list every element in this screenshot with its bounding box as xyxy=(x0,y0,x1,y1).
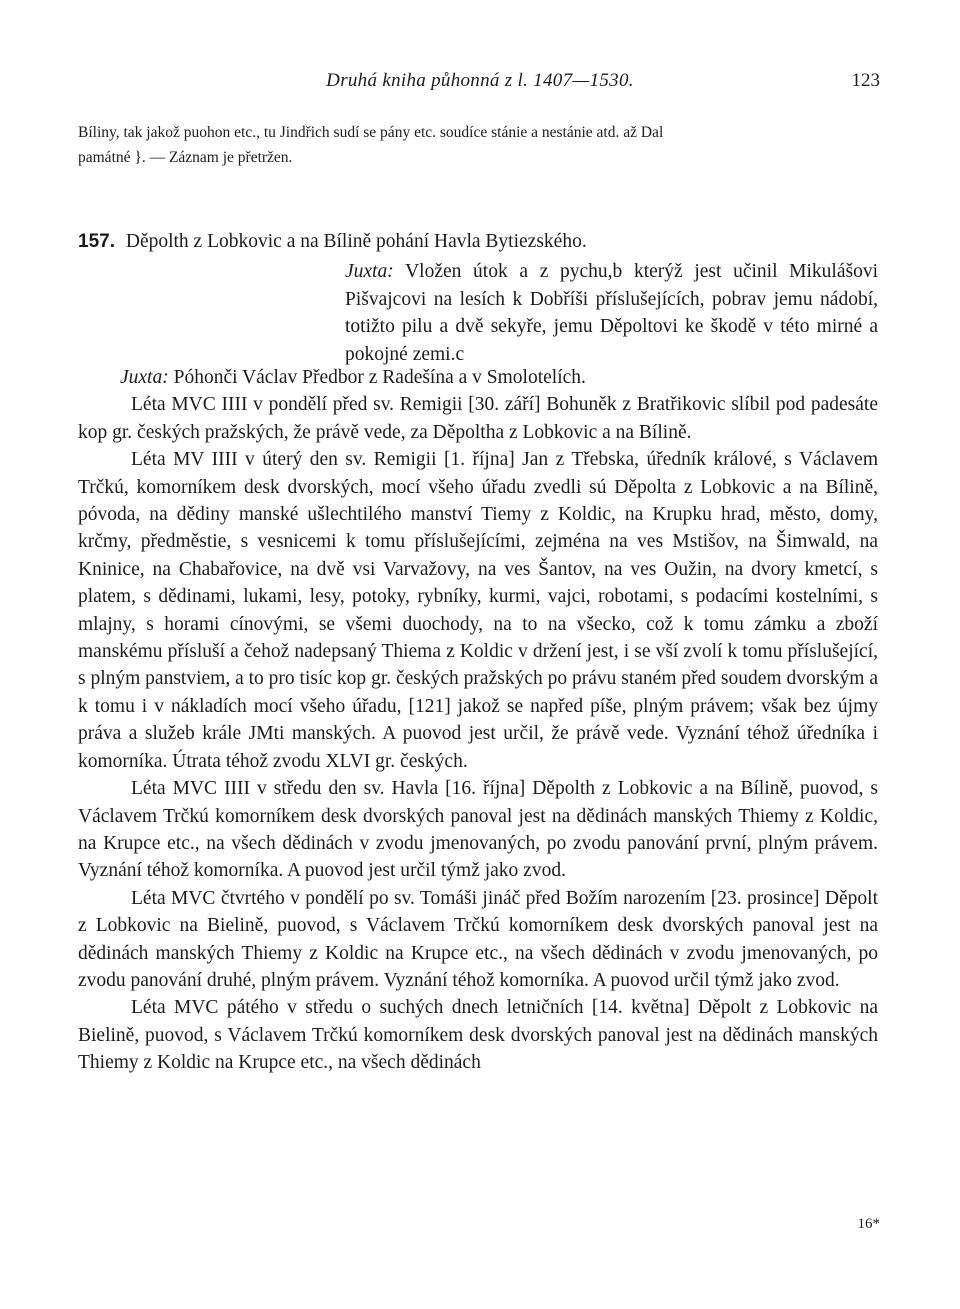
paragraph: Léta MVC pátého v středu o suchých dnech letničních [14. května] Děpolt z Lobkovic na Bielině, puovod, s Václavem Trčkú komorníkem desk dvorských panoval jest na dědinách manských Thiemy z Koldic na Krupce etc., na všech dědinách xyxy=(78,997,878,1074)
juxta-label: Juxta: xyxy=(120,367,169,388)
paragraph: Léta MVC IIII v pondělí před sv. Remigii [30. září] Bohuněk z Bratřikovic slíbil pod padesáte kop gr. českých pražských, že právě vede, za Děpoltha z Lobkovic a na Bílině. xyxy=(78,394,878,443)
continuation-text xyxy=(78,120,878,170)
continuation-line-2: památné }. — Záznam je přetržen. xyxy=(78,149,293,166)
paragraph: Léta MV IIII v úterý den sv. Remigii [1. října] Jan z Třebska, úředník králové, s Václavem Trčkú, komorníkem desk dvorských, mocí všeho úřadu zvedli sú Děpolta z Lobkovic a na Bílině, póvoda, na dědiny manské ušlechtilého manství Tiemy z Koldic, na Krupku hrad, město, domy, krčmy, předměstie, s vesnicemi k tomu příslušejícími, zejména na ves Mstišov, na Šimwald, na Kninice, na Chabařovice, na dvě vsi Varvažovy, na ves Šantov, na ves Oužin, na dvory kmetcí, s platem, s dědinami, lukami, lesy, potoky, rybníky, kurmi, vajci, robotami, s podacími kostelními, s mlajny, s horami cínovými, se všemi duochody, na to na všecko, což k tomu zámku a zboží manskému přísluší a čehož nadepsaný Thiema z Koldic v držení jest, i se vší zvolí k tomu příslušející, s plným panstviem, a to pro tisíc kop gr. českých pražských po právu staném před soudem dvorským a k tomu i v nákladích mocí všeho úřadu, [121] jakož se napřed píše, plným právem; však bez újmy práva a služeb krále JMti manských. A puovod jest určil, že právě vede. Vyznání téhož úředníka i komorníka. Útrata téhož zvodu XLVI gr. českých. xyxy=(78,449,878,772)
juxta-claim xyxy=(345,258,878,368)
entry-title: Děpolth z Lobkovic a na Bílině pohání Havla Bytiezského. xyxy=(125,231,587,252)
juxta-summoners xyxy=(78,364,878,391)
document-body xyxy=(78,364,878,1077)
running-title: Druhá kniha půhonná z l. 1407—1530. xyxy=(326,70,634,91)
printer-signature: 16* xyxy=(857,1216,880,1232)
entry-heading xyxy=(78,228,878,256)
page-number: 123 xyxy=(851,70,880,91)
juxta-claim-text: Vložen útok a z pychu,b kterýž jest učinil Mikulášovi Pišvajcovi na lesích k Dobříši příslušejících, pobrav jemu nádobí, totižto pilu a dvě sekyře, jemu Děpoltovi ke škodě v této mirné a pokojné zemi.c xyxy=(345,261,878,365)
entry-number: 157. xyxy=(78,231,115,252)
juxta-label: Juxta: xyxy=(345,261,394,282)
paragraph: Léta MVC čtvrtého v pondělí po sv. Tomáši jináč před Božím narozením [23. prosince] Děpolt z Lobkovic na Bielině, puovod, s Václavem Trčkú komorníkem desk dvorských panoval jest na dědinách manských Thiemy z Koldic na Krupce etc., na všech dědinách v zvodu jmenovaných, po zvodu panování druhé, plným právem. Vyznání téhož komorníka. A puovod určil týmž jako zvod. xyxy=(78,887,878,991)
continuation-line-1: Bíliny, tak jakož puohon etc., tu Jindřich sudí se pány etc. soudíce stánie a nestánie atd. až Dal xyxy=(78,124,664,141)
paragraph: Léta MVC IIII v středu den sv. Havla [16. října] Děpolth z Lobkovic a na Bílině, puovod, s Václavem Trčkú komorníkem desk dvorských panoval jest na dědinách manských Thiemy z Koldic, na Krupce etc., na všech dědinách v zvodu jmenovaných, po zvodu panování první, plným právem. Vyznání téhož komorníka. A puovod jest určil týmž jako zvod. xyxy=(78,778,878,882)
juxta-summoners-text: Póhonči Václav Předbor z Radešína a v Smolotelích. xyxy=(173,367,586,388)
